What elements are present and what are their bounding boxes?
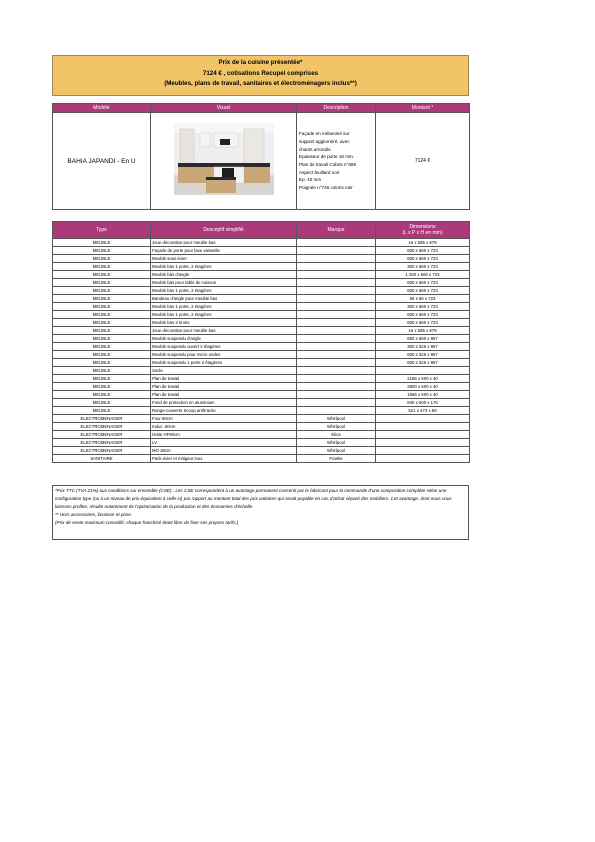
row-description: Façade de porte pour lave vaisselle [151, 247, 297, 255]
footnote-pricing: *Prix TTC (TVA 21%) aux conditions sur ensemble (CSE) : Les CSE correspondent à un avantage permanent consenti par le fabricant pour la commande d'une composition complète selon une configuration type (ou à un niveau de prix équivalent à celle-ci) par rapport au montant total des prix unitaires qui serait payable en cas d'achat séparé des mobiliers. Cet avantage, dont nous vous laissons profiter, résulte notamment de l'optimisation de la production et des économies d'échelle. [55, 488, 452, 510]
row-description: Meuble bas 3 tiroirs [151, 319, 297, 327]
row-description: LV [151, 439, 297, 447]
table-row [53, 335, 470, 343]
row-type: MEUBLE [53, 367, 151, 375]
row-dimensions: 16 x 585 x 878 [376, 239, 470, 247]
table-row [53, 431, 470, 439]
row-dimensions [376, 439, 470, 447]
header-amount: Montant * [376, 104, 470, 113]
row-brand: Whirlpool [297, 423, 376, 431]
row-brand: Whirlpool [297, 439, 376, 447]
row-description: Four 60cm [151, 415, 297, 423]
footnote-advised-price: (Prix de vente maximum conseillé; chaque franchisé étant libre de fixer ses propres tarifs.) [55, 520, 239, 526]
row-type: MEUBLE [53, 375, 151, 383]
table-row [53, 439, 470, 447]
header-simplified-description: Descriptif simplifié [151, 222, 297, 239]
row-description: Meuble sous évier [151, 255, 297, 263]
header-dimensions: Dimensions (L x P x H en mm) [376, 222, 470, 239]
row-type: MEUBLE [53, 263, 151, 271]
row-brand [297, 255, 376, 263]
row-type: MEUBLE [53, 247, 151, 255]
row-brand [297, 407, 376, 415]
table-row [53, 415, 470, 423]
description-line: chants arrondis. [299, 146, 332, 152]
description-line: Façade en mélaminé sur [299, 131, 350, 137]
row-brand [297, 375, 376, 383]
row-brand: Franke [297, 455, 376, 463]
row-type: MEUBLE [53, 399, 151, 407]
banner-line-3: (Meubles, plans de travail, sanitaires et électroménagers inclus**) [164, 80, 357, 87]
row-description: Meuble bas d'angle [151, 271, 297, 279]
row-brand [297, 367, 376, 375]
header-brand: Marque [297, 222, 376, 239]
row-type: MEUBLE [53, 255, 151, 263]
table-row [53, 367, 470, 375]
header-description: Description [297, 104, 376, 113]
row-dimensions: 600 x 560 x 723 [376, 319, 470, 327]
items-body [53, 239, 470, 463]
row-brand [297, 335, 376, 343]
table-row [53, 351, 470, 359]
row-brand [297, 311, 376, 319]
table-row [53, 407, 470, 415]
row-description: Meuble suspendu ouvert 2 étagères [151, 343, 297, 351]
row-type: SANITAIRE [53, 455, 151, 463]
price-banner [52, 55, 469, 96]
row-description: Fond de protection en aluminium [151, 399, 297, 407]
table-row [53, 279, 470, 287]
row-type: MEUBLE [53, 391, 151, 399]
row-brand [297, 327, 376, 335]
row-brand [297, 247, 376, 255]
row-type: MEUBLE [53, 279, 151, 287]
row-type: MEUBLE [53, 335, 151, 343]
row-description: Plan de travail [151, 383, 297, 391]
table-row [53, 311, 470, 319]
row-description: Bandeau d'angle pour meuble bas [151, 295, 297, 303]
row-description: Pack évier et mitigeur inox [151, 455, 297, 463]
description-cell [297, 113, 376, 210]
row-type: ELECTROMENAGER [53, 439, 151, 447]
row-dimensions: 300 x 560 x 723 [376, 263, 470, 271]
table-row [53, 455, 470, 463]
row-brand [297, 295, 376, 303]
banner-line-1: Prix de la cuisine présentée* [218, 59, 303, 66]
row-brand [297, 239, 376, 247]
row-type: ELECTROMENAGER [53, 423, 151, 431]
table-row [53, 255, 470, 263]
row-description: MO 38cm [151, 447, 297, 455]
row-description: Meuble bas 1 porte, 2 étagères [151, 263, 297, 271]
row-description: Hotte HF90cm [151, 431, 297, 439]
row-description: Joue décorative pour meuble bas [151, 239, 297, 247]
description-line: Ep. 40 mm [299, 177, 322, 183]
row-description: Induc. 60cm [151, 423, 297, 431]
row-type: ELECTROMENAGER [53, 431, 151, 439]
row-dimensions: 16 x 585 x 878 [376, 327, 470, 335]
table-row [53, 327, 470, 335]
kitchen-render-illustration [174, 123, 274, 195]
row-brand [297, 399, 376, 407]
table-row [53, 287, 470, 295]
row-dimensions [376, 367, 470, 375]
row-type: MEUBLE [53, 271, 151, 279]
amount-value: 7124 € [376, 113, 470, 210]
banner-line-2: 7124 € , cotisations Recupel comprises [202, 69, 319, 77]
row-type: MEUBLE [53, 319, 151, 327]
row-brand: Elica [297, 431, 376, 439]
description-line: Plan de travail Cobris n°689 [299, 162, 356, 167]
row-type: MEUBLE [53, 351, 151, 359]
table-row [53, 295, 470, 303]
row-dimensions: 2166 x 600 x 40 [376, 375, 470, 383]
row-type: MEUBLE [53, 287, 151, 295]
table-row [53, 423, 470, 431]
row-description: Plan de travail [151, 375, 297, 383]
row-dimensions [376, 431, 470, 439]
table-row [53, 375, 470, 383]
table-row [53, 263, 470, 271]
table-row [53, 319, 470, 327]
table-row [53, 383, 470, 391]
row-description: Meuble bas pour table de cuisson [151, 279, 297, 287]
row-dimensions: 521 x 473 x 58 [376, 407, 470, 415]
row-description: Socle [151, 367, 297, 375]
row-dimensions: 600 x 560 x 723 [376, 311, 470, 319]
row-brand [297, 343, 376, 351]
row-description: Plan de travail [151, 391, 297, 399]
row-brand [297, 391, 376, 399]
row-brand [297, 279, 376, 287]
row-brand [297, 303, 376, 311]
row-dimensions [376, 423, 470, 431]
table-row [53, 391, 470, 399]
row-type: MEUBLE [53, 311, 151, 319]
row-dimensions: 600 x 560 x 723 [376, 279, 470, 287]
row-description: Meuble suspendu d'angle [151, 335, 297, 343]
row-dimensions [376, 415, 470, 423]
row-description: Meuble suspendu pour micro ondes [151, 351, 297, 359]
row-dimensions: 600 x 560 x 723 [376, 255, 470, 263]
table-row [53, 239, 470, 247]
description-line: Poignée n°746 coloris noir [299, 185, 353, 191]
row-dimensions: 650 x 650 x 867 [376, 335, 470, 343]
row-dimensions: 600 x 326 x 867 [376, 351, 470, 359]
table-row [53, 271, 470, 279]
footnote-exclusions: ** Hors accessoires, livraison et pose. [55, 512, 133, 518]
header-visual: Visuel [151, 104, 297, 113]
row-type: ELECTROMENAGER [53, 415, 151, 423]
row-type: MEUBLE [53, 239, 151, 247]
kitchen-image [151, 113, 297, 210]
row-brand [297, 287, 376, 295]
row-dimensions: 600 x 560 x 723 [376, 287, 470, 295]
row-dimensions: 600 x 326 x 867 [376, 359, 470, 367]
row-dimensions [376, 447, 470, 455]
row-type: MEUBLE [53, 407, 151, 415]
table-row [53, 343, 470, 351]
row-dimensions: 1 250 x 560 x 723 [376, 271, 470, 279]
items-table [52, 221, 470, 463]
row-type: MEUBLE [53, 327, 151, 335]
row-dimensions: 600 x 560 x 723 [376, 247, 470, 255]
row-dimensions: 300 x 560 x 723 [376, 303, 470, 311]
row-description: Range-couverts Scoop anthracite [151, 407, 297, 415]
header-model: Modèle [53, 104, 151, 113]
row-description: Meuble bas 1 porte, 2 étagères [151, 287, 297, 295]
row-brand [297, 359, 376, 367]
header-type: Type [53, 222, 151, 239]
row-description: Meuble bas 1 porte, 2 étagères [151, 311, 297, 319]
row-brand [297, 383, 376, 391]
row-description: Meuble suspendu 1 porte 2 étagères [151, 359, 297, 367]
row-dimensions: 65 x 65 x 723 [376, 295, 470, 303]
table-row [53, 447, 470, 455]
row-brand [297, 319, 376, 327]
row-brand: Whirlpool [297, 447, 376, 455]
row-dimensions: 1566 x 600 x 40 [376, 391, 470, 399]
row-brand [297, 271, 376, 279]
table-row [53, 359, 470, 367]
row-type: MEUBLE [53, 303, 151, 311]
row-type: MEUBLE [53, 383, 151, 391]
table-row [53, 247, 470, 255]
row-dimensions: 2500 x 600 x 40 [376, 383, 470, 391]
row-type: MEUBLE [53, 343, 151, 351]
summary-table [52, 103, 470, 210]
description-line: Epaisseur de porte 16 mm. [299, 154, 355, 160]
row-type: MEUBLE [53, 295, 151, 303]
row-description: Meuble bas 1 porte, 2 étagères [151, 303, 297, 311]
table-row [53, 303, 470, 311]
model-name: BAHIA JAPANDI - En U [53, 113, 151, 210]
footnotes [52, 485, 469, 540]
table-row [53, 399, 470, 407]
row-brand: Whirlpool [297, 415, 376, 423]
row-description: Joue décorative pour meuble bas [151, 327, 297, 335]
row-brand [297, 351, 376, 359]
row-type: MEUBLE [53, 359, 151, 367]
row-type: ELECTROMENAGER [53, 447, 151, 455]
row-dimensions: 840 x 500 x 175 [376, 399, 470, 407]
row-brand [297, 263, 376, 271]
description-line: Aspect feuillard noir [299, 169, 340, 175]
row-dimensions: 300 x 326 x 867 [376, 343, 470, 351]
description-line: support aggloméré, avec [299, 138, 350, 144]
row-dimensions [376, 455, 470, 463]
